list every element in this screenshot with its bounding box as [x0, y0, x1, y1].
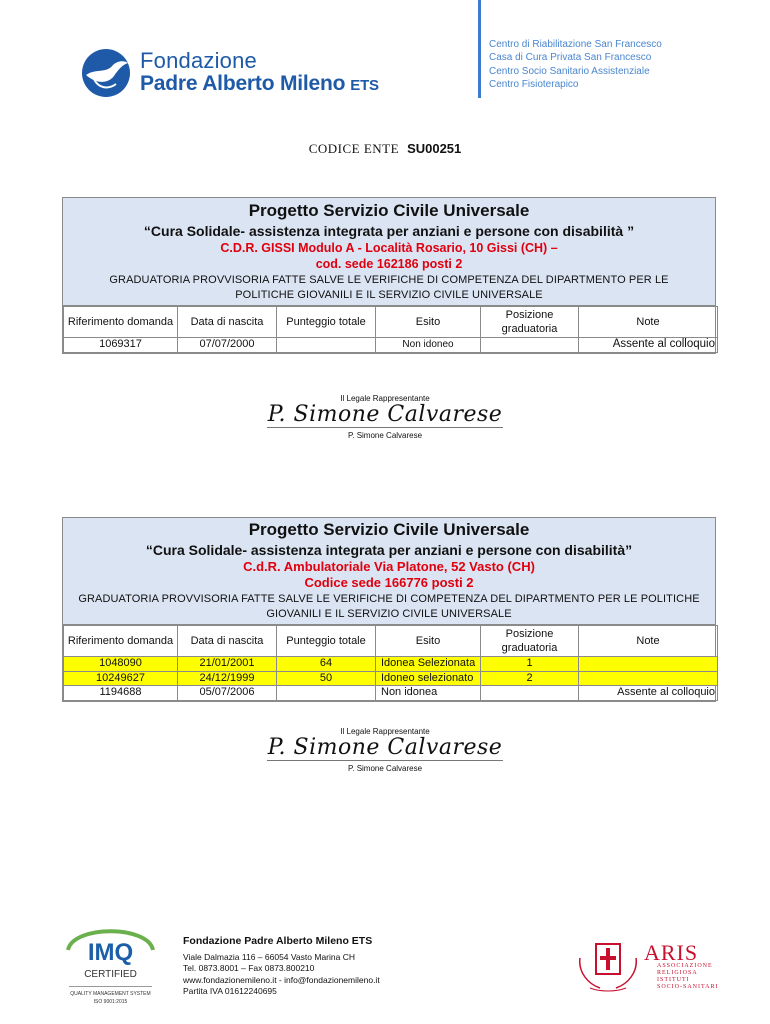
centres-list — [489, 38, 662, 91]
project-subtitle: “Cura Solidale- assistenza integrata per anziani e persone con disabilità ” — [143, 223, 635, 239]
centre-item: Casa di Cura Privata San Francesco — [489, 52, 652, 64]
table-row — [64, 657, 718, 672]
table-row — [64, 338, 718, 353]
dove-logo-icon — [80, 48, 132, 98]
cell-pos — [481, 338, 579, 353]
cell-note — [579, 657, 718, 672]
cell-pos: 2 — [481, 671, 579, 686]
cell-esito: Non idonea — [376, 686, 481, 701]
cell-ref: 1069317 — [64, 338, 178, 353]
imq-brand: IMQ — [87, 939, 134, 966]
col-punteggio: Punteggio totale — [277, 307, 376, 338]
project-site-code: cod. sede 162186 posti 2 — [315, 257, 463, 271]
project-site: C.D.R. GISSI Modulo A - Località Rosario, 10 Gissi (CH) – — [220, 241, 558, 255]
signature-script: P. Simone Calvarese — [267, 735, 503, 760]
project-site: C.d.R. Ambulatoriale Via Platone, 52 Vasto (CH) — [243, 559, 535, 574]
cell-note: Assente al colloquio — [579, 338, 718, 353]
col-data-nascita: Data di nascita — [178, 626, 277, 657]
cell-dob: 24/12/1999 — [178, 671, 277, 686]
org-name-line2: Padre Alberto Mileno ETS — [140, 72, 379, 95]
signature-name: P. Simone Calvarese — [347, 764, 423, 773]
col-esito: Esito — [376, 626, 481, 657]
footer-web[interactable]: www.fondazionemileno.it - info@fondazionemileno.it — [183, 974, 380, 985]
codice-ente-label: CODICE ENTE — [308, 141, 400, 156]
aris-name: ARIS — [644, 940, 699, 965]
cell-dob: 21/01/2001 — [178, 657, 277, 672]
aris-description: ASSOCIAZIONE RELIGIOSA ISTITUTI SOCIO-SANITARI — [657, 963, 719, 990]
signature-block — [265, 394, 505, 440]
cell-dob: 07/07/2000 — [178, 338, 277, 353]
signature-block — [265, 727, 505, 773]
signature-role: Il Legale Rappresentante — [340, 727, 430, 736]
cell-score: 50 — [277, 671, 376, 686]
table-row — [64, 671, 718, 686]
cell-pos: 1 — [481, 657, 579, 672]
footer-phone: Tel. 0873.8001 – Fax 0873.800210 — [183, 963, 315, 973]
cell-score — [277, 338, 376, 353]
aris-logo — [576, 938, 726, 994]
cell-note: Assente al colloquio — [579, 686, 718, 701]
imq-system: QUALITY MANAGEMENT SYSTEM — [70, 991, 151, 997]
signature-role: Il Legale Rappresentante — [340, 394, 430, 403]
codice-ente — [0, 141, 770, 157]
cell-esito: Idoneo selezionato — [376, 671, 481, 686]
footer-address: Viale Dalmazia 116 – 66054 Vasto Marina CH — [183, 951, 355, 962]
signature-line — [267, 760, 503, 761]
col-note: Note — [579, 307, 718, 338]
header-divider — [478, 0, 481, 98]
imq-certified: CERTIFIED — [84, 969, 137, 980]
centre-item: Centro di Riabilitazione San Francesco — [489, 39, 662, 50]
table-header-row — [64, 626, 718, 657]
col-posizione: Posizione graduatoria — [481, 626, 579, 657]
cell-score: 64 — [277, 657, 376, 672]
signature-line — [267, 427, 503, 428]
col-riferimento: Riferimento domanda — [64, 307, 178, 338]
centre-item: Centro Socio Sanitario Assistenziale — [489, 65, 650, 77]
ranking-table — [63, 306, 718, 353]
project-title: Progetto Servizio Civile Universale — [248, 201, 530, 220]
col-punteggio: Punteggio totale — [277, 626, 376, 657]
project-header — [63, 198, 715, 306]
ranking-note: GRADUATORIA PROVVISORIA FATTE SALVE LE VERIFICHE DI COMPETENZA DEL DIPARTMENTO PER LE POLITICHE GIOVANILI E IL SERVIZIO CIVILE UNIVERSALE — [109, 274, 669, 301]
project-block-vasto — [62, 517, 716, 702]
signature-name: P. Simone Calvarese — [347, 431, 423, 440]
footer-org-name: Fondazione Padre Alberto Mileno ETS — [183, 935, 373, 947]
codice-ente-value: SU00251 — [407, 141, 462, 156]
cell-note — [579, 671, 718, 686]
project-block-gissi — [62, 197, 716, 354]
aris-crest-icon — [576, 938, 640, 994]
org-name-line1: Fondazione — [140, 48, 257, 73]
ranking-table — [63, 625, 718, 701]
centre-item: Centro Fisioterapico — [489, 78, 579, 90]
cell-ref: 10249627 — [64, 671, 178, 686]
cell-dob: 05/07/2006 — [178, 686, 277, 701]
footer-contact — [183, 936, 380, 998]
project-title: Progetto Servizio Civile Universale — [248, 520, 530, 539]
cell-esito: Idonea Selezionata — [376, 657, 481, 672]
cell-esito: Non idoneo — [376, 338, 481, 353]
footer-vat: Partita IVA 01612240695 — [183, 986, 277, 996]
signature-script: P. Simone Calvarese — [267, 402, 503, 427]
project-subtitle: “Cura Solidale- assistenza integrata per anziani e persone con disabilità” — [145, 542, 633, 558]
cell-pos — [481, 686, 579, 701]
project-site-code: Codice sede 166776 posti 2 — [304, 575, 474, 590]
project-header — [63, 518, 715, 625]
imq-iso: ISO 9001:2015 — [93, 999, 128, 1005]
cell-score — [277, 686, 376, 701]
ranking-note: GRADUATORIA PROVVISORIA FATTE SALVE LE VERIFICHE DI COMPETENZA DEL DIPARTMENTO PER LE POLITICHE GIOVANILI E IL SERVIZIO CIVILE UNIVERSALE — [78, 593, 700, 620]
table-header-row — [64, 307, 718, 338]
cell-ref: 1048090 — [64, 657, 178, 672]
col-note: Note — [579, 626, 718, 657]
foundation-logo — [80, 46, 410, 102]
col-posizione: Posizione graduatoria — [481, 307, 579, 338]
col-data-nascita: Data di nascita — [178, 307, 277, 338]
col-esito: Esito — [376, 307, 481, 338]
imq-certified-logo-icon — [63, 920, 158, 1012]
col-riferimento: Riferimento domanda — [64, 626, 178, 657]
table-row — [64, 686, 718, 701]
cell-ref: 1194688 — [64, 686, 178, 701]
